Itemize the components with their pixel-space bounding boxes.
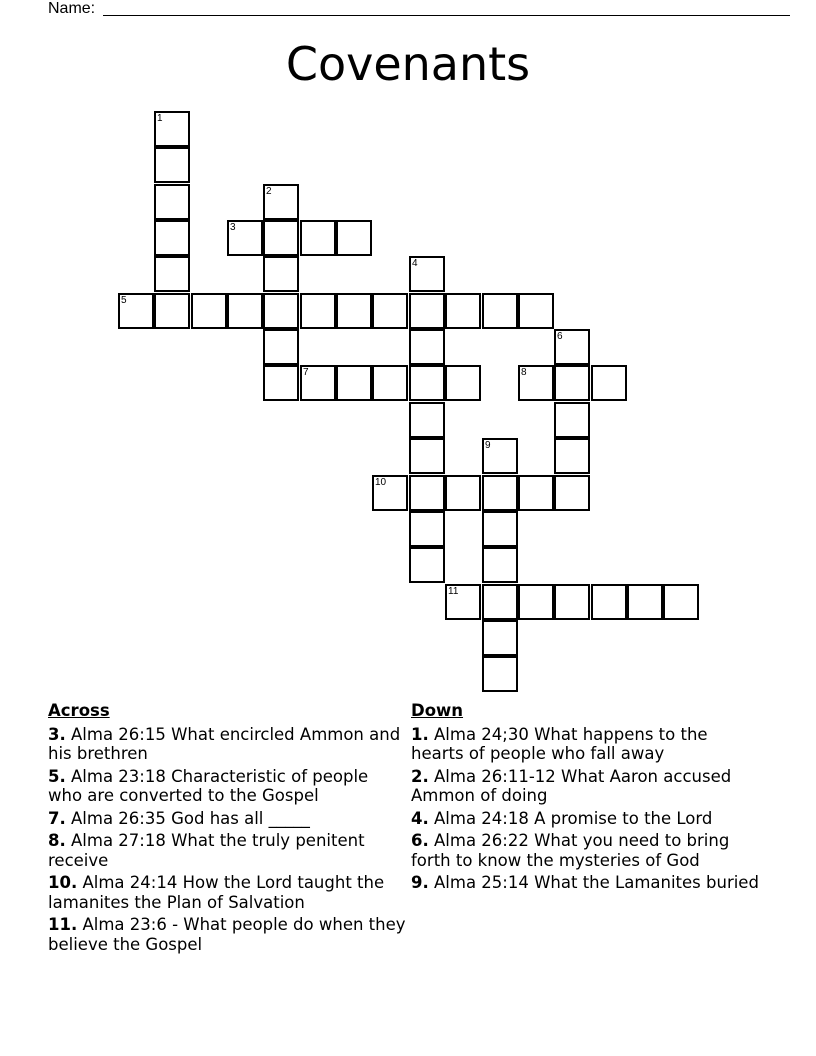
- across-clue: [48, 915, 406, 954]
- grid-cell[interactable]: [482, 438, 518, 474]
- clue-text: Alma 26:35 God has all _____: [71, 808, 310, 828]
- clue-text: Alma 26:11-12 What Aaron accused Ammon of doing: [411, 766, 732, 805]
- clue-number: 2: [266, 186, 272, 197]
- clue-number: 4: [412, 258, 418, 269]
- clue-number: 7: [303, 367, 309, 378]
- grid-cell[interactable]: [482, 656, 518, 692]
- clue-text: Alma 24:18 A promise to the Lord: [434, 808, 713, 828]
- grid-cell[interactable]: [554, 402, 590, 438]
- grid-cell[interactable]: [409, 365, 445, 401]
- clue-number: 8.: [48, 831, 66, 850]
- clue-number: 3: [230, 222, 236, 233]
- grid-cell[interactable]: [445, 475, 481, 511]
- clue-number: 10.: [48, 873, 78, 892]
- grid-cell[interactable]: [591, 365, 627, 401]
- grid-cell[interactable]: [554, 329, 590, 365]
- grid-cell[interactable]: [372, 293, 408, 329]
- across-clue: [48, 831, 406, 870]
- clue-number: 6.: [411, 831, 429, 850]
- down-clue: [411, 725, 761, 764]
- grid-cell[interactable]: [263, 329, 299, 365]
- clue-number: 5.: [48, 766, 66, 786]
- grid-cell[interactable]: [409, 547, 445, 583]
- clue-number: 4.: [411, 808, 429, 828]
- grid-cell[interactable]: [336, 293, 372, 329]
- puzzle-title: Covenants: [285, 37, 531, 91]
- clue-text: Alma 25:14 What the Lamanites buried: [434, 873, 759, 892]
- grid-cell[interactable]: [445, 293, 481, 329]
- clue-number: 10: [375, 477, 387, 488]
- across-clue: [48, 767, 406, 806]
- grid-cell[interactable]: [518, 293, 554, 329]
- grid-cell[interactable]: [409, 293, 445, 329]
- grid-cell[interactable]: [300, 365, 336, 401]
- grid-cell[interactable]: [263, 220, 299, 256]
- grid-cell[interactable]: [518, 475, 554, 511]
- grid-cell[interactable]: [482, 475, 518, 511]
- clue-text: Alma 23:6 - What people do when they believe the Gospel: [48, 915, 406, 954]
- grid-cell[interactable]: [663, 584, 699, 620]
- clue-number: 11: [448, 586, 459, 597]
- clue-text: Alma 26:22 What you need to bring forth to know the mysteries of God: [411, 831, 730, 870]
- grid-cell[interactable]: [482, 293, 518, 329]
- grid-cell[interactable]: [627, 584, 663, 620]
- down-clue: [411, 831, 761, 870]
- grid-cell[interactable]: [191, 293, 227, 329]
- clue-text: Alma 27:18 What the truly penitent receive: [48, 831, 365, 870]
- clue-number: 11.: [48, 915, 78, 934]
- grid-cell[interactable]: [518, 584, 554, 620]
- grid-cell[interactable]: [554, 365, 590, 401]
- grid-cell[interactable]: [154, 220, 190, 256]
- grid-cell[interactable]: [263, 365, 299, 401]
- clue-text: Alma 23:18 Characteristic of people who are converted to the Gospel: [48, 766, 369, 805]
- clue-number: 3.: [48, 724, 66, 744]
- grid-cell[interactable]: [154, 111, 190, 147]
- grid-cell[interactable]: [227, 220, 263, 256]
- clue-number: 7.: [48, 808, 66, 828]
- clue-text: Alma 24;30 What happens to the hearts of people who fall away: [411, 724, 708, 763]
- grid-cell[interactable]: [336, 220, 372, 256]
- grid-cell[interactable]: [154, 184, 190, 220]
- clue-number: 1: [157, 113, 163, 124]
- clue-number: 2.: [411, 766, 429, 786]
- clue-number: 6: [557, 331, 563, 342]
- down-clue: [411, 809, 761, 829]
- grid-cell[interactable]: [263, 184, 299, 220]
- grid-cell[interactable]: [482, 584, 518, 620]
- grid-cell[interactable]: [409, 256, 445, 292]
- clue-number: 9: [485, 440, 491, 451]
- clue-text: Alma 26:15 What encircled Ammon and his brethren: [48, 724, 401, 763]
- down-clue: [411, 767, 761, 806]
- grid-cell[interactable]: [154, 256, 190, 292]
- clue-number: 9.: [411, 873, 429, 892]
- grid-cell[interactable]: [554, 584, 590, 620]
- grid-cell[interactable]: [445, 365, 481, 401]
- grid-cell[interactable]: [482, 547, 518, 583]
- grid-cell[interactable]: [482, 511, 518, 547]
- grid-cell[interactable]: [518, 365, 554, 401]
- grid-cell[interactable]: [409, 475, 445, 511]
- across-clue: [48, 873, 406, 912]
- grid-cell[interactable]: [409, 329, 445, 365]
- grid-cell[interactable]: [409, 511, 445, 547]
- grid-cell[interactable]: [482, 620, 518, 656]
- grid-cell[interactable]: [372, 365, 408, 401]
- grid-cell[interactable]: [372, 475, 408, 511]
- clue-number: 8: [521, 367, 527, 378]
- grid-cell[interactable]: [263, 293, 299, 329]
- grid-cell[interactable]: [227, 293, 263, 329]
- grid-cell[interactable]: [554, 475, 590, 511]
- grid-cell[interactable]: [154, 293, 190, 329]
- grid-cell[interactable]: [409, 402, 445, 438]
- across-clue: [48, 809, 406, 829]
- grid-cell[interactable]: [300, 293, 336, 329]
- across-clues: [48, 701, 406, 957]
- clue-number: 1.: [411, 724, 429, 744]
- clue-number: 5: [121, 295, 127, 306]
- grid-cell[interactable]: [300, 220, 336, 256]
- name-label: Name:: [48, 0, 96, 17]
- across-clue: [48, 725, 406, 764]
- grid-cell[interactable]: [154, 147, 190, 183]
- grid-cell[interactable]: [554, 438, 590, 474]
- grid-cell[interactable]: [591, 584, 627, 620]
- grid-cell[interactable]: [336, 365, 372, 401]
- across-heading: Across: [48, 701, 110, 720]
- down-clues: [411, 701, 761, 896]
- clue-text: Alma 24:14 How the Lord taught the lamanites the Plan of Salvation: [48, 873, 385, 912]
- down-heading: Down: [411, 701, 464, 720]
- grid-cell[interactable]: [118, 293, 154, 329]
- grid-cell[interactable]: [445, 584, 481, 620]
- grid-cell[interactable]: [409, 438, 445, 474]
- grid-cell[interactable]: [263, 256, 299, 292]
- down-clue: [411, 873, 761, 893]
